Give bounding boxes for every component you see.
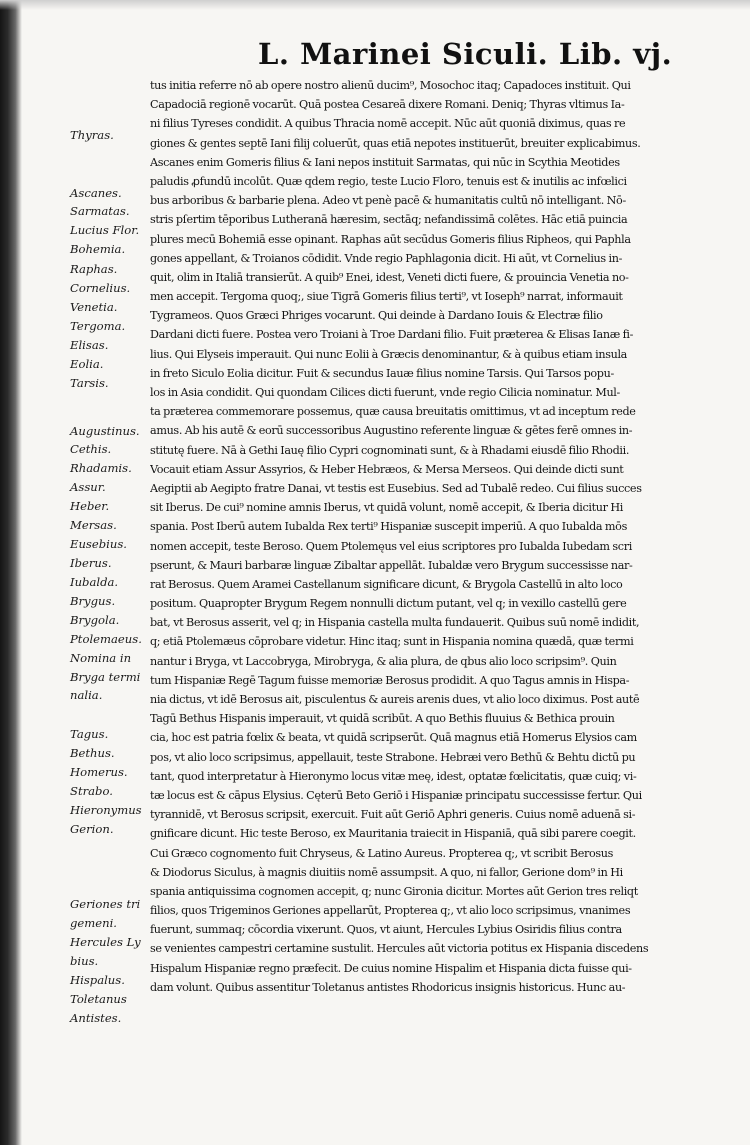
margin-note: Strabo. <box>70 784 113 798</box>
text-line: ta præterea commemorare possemus, quæ causa breuitatis omittimus, vt ad inceptum rede <box>150 405 636 419</box>
text-line: se venientes campestri certamine sustulit. Hercules aūt victoria potitus ex Hispania discedens <box>150 942 649 956</box>
margin-note: Nomina in <box>70 651 132 665</box>
margin-note: Rhadamis. <box>70 461 132 475</box>
margin-note: Venetia. <box>70 300 118 314</box>
text-line: nantur i Bryga, vt Laccobryga, Mirobryga, & alia plura, de qbus alio loco scripsim⁹. Quin <box>150 654 617 668</box>
text-line: paludis ꝓfundū incolūt. Quæ qdem regio, teste Lucio Floro, tenuis est & inutilis ac infœlici <box>150 174 627 188</box>
margin-note: Lucius Flor. <box>70 223 140 237</box>
running-head: L. Marinei Siculi. Lib. vj. <box>258 37 673 71</box>
margin-note: nalia. <box>70 688 103 702</box>
text-line: giones & gentes septē Iani filij coluerūt, quas etiā nepotes instituerūt, breuiter explicabimus. <box>150 136 641 150</box>
margin-note: Tarsis. <box>70 376 109 390</box>
text-line: nia dictus, vt idē Berosus ait, pisculentus & aureis arenis dues, vt alio loco diximus. Post autē <box>150 693 640 706</box>
margin-notes <box>70 118 158 1025</box>
text-line: Hispalum Hispaniæ regno præfecit. De cuius nomine Hispalim et Hispania dicta fuisse qui- <box>150 961 632 975</box>
text-line: & Diodorus Siculus, à magnis diuitiis nomē assumpsit. A quo, ni fallor, Gerione dom⁹ in Hi <box>150 865 623 879</box>
text-line: tyrannidē, vt Berosus scripsit, exercuit. Fuit aūt Geriō Aphri generis. Cuius nomē aduenā si- <box>150 808 636 822</box>
margin-note: Elisas. <box>70 338 109 352</box>
text-line: tant, quod interpretatur à Hieronymo locus vitæ meę, idest, optatæ fœlicitatis, quæ cuiq; vi- <box>150 769 637 783</box>
text-line: filios, quos Trigeminos Geriones appellarūt, Propterea q;, vt alio loco scripsimus, vnanimes <box>150 904 631 918</box>
margin-note: Brygola. <box>70 613 120 627</box>
text-line: in freto Siculo Eolia dicitur. Fuit & secundus Iauæ filius nomine Tarsis. Qui Tarsos popu- <box>150 366 614 380</box>
text-line: tum Hispaniæ Regē Tagum fuisse memoriæ Berosus prodidit. A quo Tagus amnis in Hispa- <box>150 673 630 687</box>
margin-note: Cethis. <box>70 442 112 456</box>
margin-note: Iberus. <box>70 556 112 570</box>
text-line: cia, hoc est patria fœlix & beata, vt quidā scripserūt. Quā magnus etiā Homerus Elysios cam <box>150 731 637 745</box>
margin-note: Hispalus. <box>70 973 125 987</box>
text-line: Ascanes enim Gomeris filius & Iani nepos instituit Sarmatas, qui nūc in Scythia Meotides <box>150 155 620 169</box>
margin-note: Hercules Ly <box>70 935 141 949</box>
text-line: gnificare dicunt. Hic teste Beroso, ex Mauritania traiecit in Hispaniā, quā sibi parere coegit. <box>150 827 636 841</box>
text-line: Aegiptii ab Aegipto fratre Danai, vt testis est Eusebius. Sed ad Tubalē redeo. Cui filius succes <box>150 481 642 495</box>
margin-note: Homerus. <box>70 765 128 779</box>
text-line: dam volunt. Quibus assentitur Toletanus antistes Rhodoricus insignis historicus. Hunc au- <box>150 980 626 994</box>
text-line: Tygrameos. Quos Græci Phriges vocarunt. Qui deinde à Dardano Iouis & Electræ filio <box>150 309 603 323</box>
text-line: q; etiā Ptolemæus cōprobare videtur. Hinc itaq; sunt in Hispania nomina quædā, quæ termi <box>150 635 634 649</box>
text-line: nomen accepit, teste Beroso. Quem Ptolemęus vel eius scriptores pro Iubalda Iubedam scri <box>150 539 632 553</box>
text-line: men accepit. Tergoma quoq;, siue Tigrā Gomeris filius terti⁹, vt Ioseph⁹ narrat, informauit <box>150 290 623 304</box>
text-line: positum. Quapropter Brygum Regem nonnulli dictum putant, vel q; in vexillo castellū gere <box>150 597 627 611</box>
text-line: pserunt, & Mauri barbaræ linguæ Zibaltar appellāt. Iubaldæ vero Brygum successisse nar- <box>150 558 633 572</box>
margin-note: Toletanus <box>70 992 127 1006</box>
text-line: Cui Græco cognomento fuit Chryseus, & Latino Aureus. Propterea q;, vt scribit Berosus <box>150 846 613 860</box>
margin-note: Heber. <box>70 499 110 513</box>
text-line: quit, olim in Italiā transierūt. A quib⁹ Enei, idest, Veneti dicti fuere, & prouincia Venetia no- <box>150 270 629 284</box>
margin-note: Cornelius. <box>70 281 131 295</box>
body-text <box>150 76 738 994</box>
margin-note: Raphas. <box>70 262 118 276</box>
margin-note: Bethus. <box>70 746 115 760</box>
text-line: gones appellant, & Troianos cōdidit. Vnde regio Paphlagonia dicit. Hi aūt, vt Cornelius in- <box>150 251 623 265</box>
margin-note: Tagus. <box>70 727 109 741</box>
top-shadow <box>0 0 750 10</box>
binding-shadow <box>0 0 22 1145</box>
text-line: los in Asia condidit. Qui quondam Cilices dicti fuerunt, vnde regio Cilicia nominatur. Mul- <box>150 386 620 399</box>
margin-note: Iubalda. <box>70 575 119 589</box>
margin-note: Augustinus. <box>70 424 140 438</box>
margin-note: Ptolemaeus. <box>70 632 142 646</box>
text-line: sit Iberus. De cui⁹ nomine amnis Iberus, vt quidā volunt, nomē accepit, & Iberia dicitur Hi <box>150 501 623 515</box>
margin-note: gemeni. <box>70 916 117 930</box>
margin-note: Tergoma. <box>70 319 126 333</box>
margin-note: Mersas. <box>70 518 117 532</box>
text-line: Dardani dicti fuere. Postea vero Troiani à Troe Dardani filio. Fuit præterea & Elisas Ianæ fi- <box>150 328 634 342</box>
margin-note: Gerion. <box>70 822 114 836</box>
text-line: bus arboribus & barbarie plena. Adeo vt penè pacē & humanitatis cultū nō intelligant. Nō- <box>150 194 626 208</box>
text-line: amus. Ab his autē & eorū successoribus Augustino referente linguæ & gētes ferē omnes in- <box>150 424 633 438</box>
text-line: spania antiquissima cognomen accepit, q; nunc Gironia dicitur. Mortes aūt Gerion tres reliqt <box>150 884 638 898</box>
margin-note: Assur. <box>70 480 106 494</box>
margin-note: Bryga termi <box>70 670 141 684</box>
margin-note: Antistes. <box>70 1011 122 1025</box>
margin-note: Ascanes. <box>70 186 122 200</box>
margin-note: Eolia. <box>70 357 104 371</box>
margin-note: Sarmatas. <box>70 204 130 218</box>
text-line: rat Berosus. Quem Aramei Castellanum significare dicunt, & Brygola Castellū in alto loco <box>150 577 623 591</box>
text-line: Capadociā regionē vocarūt. Quā postea Cesareā dixere Romani. Deniq; Thyras vltimus Ia- <box>150 98 625 112</box>
text-line: fuerunt, summaq; cōcordia vixerunt. Quos, vt aiunt, Hercules Lybius Osiridis filius contra <box>150 923 622 937</box>
margin-note: Thyras. <box>70 128 114 142</box>
text-line: bat, vt Berosus asserit, vel q; in Hispania castella multa fundauerit. Quibus suū nomē indidit, <box>150 616 640 630</box>
text-line: Vocauit etiam Assur Assyrios, & Heber Hebræos, & Mersa Merseos. Qui deinde dicti sunt <box>150 462 624 476</box>
text-line: stitutę fuere. Nā à Gethi Iauę filio Cypri cognominati sunt, & à Rhadami eiusdē filio Rhodii. <box>150 443 630 457</box>
text-line: plures mecū Bohemiā esse opinant. Raphas aūt secūdus Gomeris filius Ripheos, qui Paphla <box>150 232 631 246</box>
text-line: ni filius Tyreses condidit. A quibus Thracia nomē accepit. Nūc aūt quoniā diximus, quas re <box>150 117 626 131</box>
margin-note: Geriones tri <box>70 897 141 911</box>
margin-note: Eusebius. <box>70 537 127 551</box>
text-line: spania. Post Iberū autem Iubalda Rex terti⁹ Hispaniæ suscepit imperiū. A quo Iubalda mōs <box>150 520 627 534</box>
text-line: pos, vt alio loco scripsimus, appellauit, teste Strabone. Hebræi vero Bethū & Behtu dictū pu <box>150 750 636 764</box>
margin-note: Bohemia. <box>70 242 126 256</box>
text-line: Tagū Bethus Hispanis imperauit, vt quidā scribūt. A quo Bethis fluuius & Bethica prouin <box>150 712 615 726</box>
text-line: tæ locus est & cāpus Elysius. Cęterū Beto Geriō i Hispaniæ principatu successisse fertur. Qui <box>150 788 642 802</box>
margin-note: Brygus. <box>70 594 116 608</box>
margin-note: Hieronymus <box>70 803 142 817</box>
text-line: lius. Qui Elyseis imperauit. Qui nunc Eolii à Græcis denominantur, & à quibus etiam insula <box>150 347 627 361</box>
text-line: tus initia referre nō ab opere nostro alienū ducim⁹, Mosochoc itaq; Capadoces instituit. Qui <box>150 79 631 92</box>
text-line: stris pſertim tēporibus Lutheranā hæresim, sectāq; nefandissimā colētes. Hāc etiā puincia <box>150 213 628 227</box>
margin-note: bius. <box>70 954 99 968</box>
